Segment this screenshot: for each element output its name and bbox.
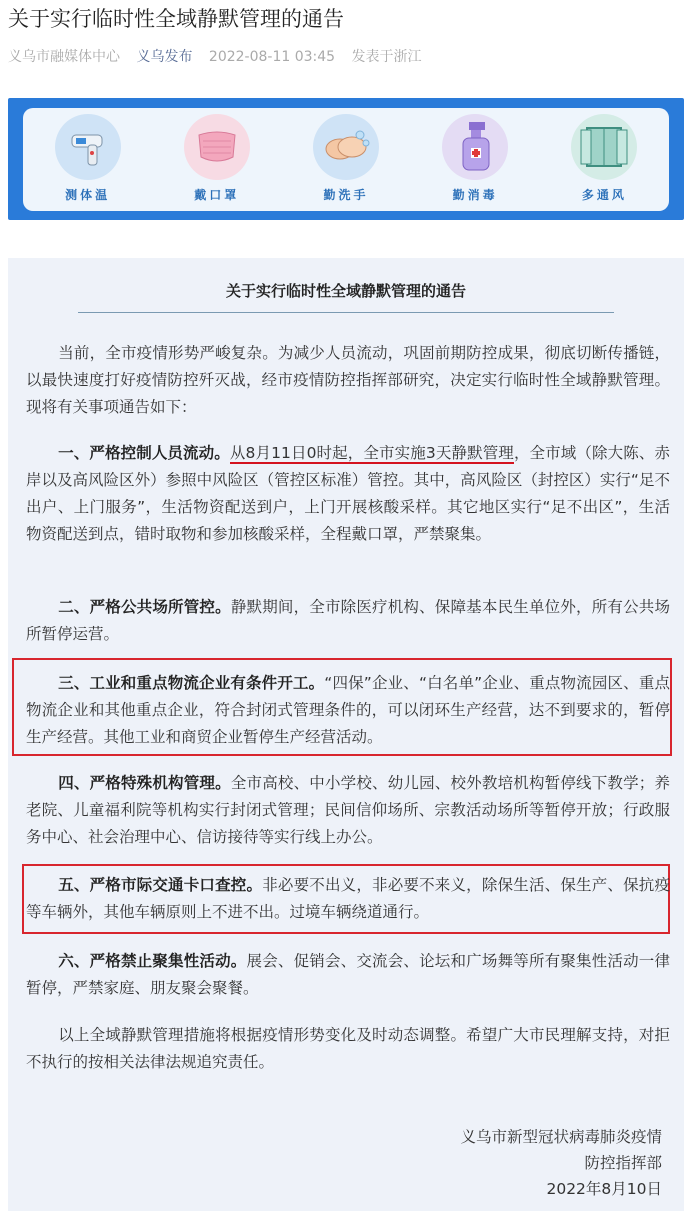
article-meta <box>8 46 434 66</box>
item-heading: 一、严格控制人员流动。 <box>58 444 230 462</box>
notice-panel <box>8 258 684 1211</box>
item-body: “四保”企业、“白名单”企业、重点物流园区、重点物流企业和其他重点企业，符合封闭式管理条件的，可以闭环生产经营，达不到要求的，暂停生产经营。其他工业和商贸企业暂停生产经营活动。 <box>26 674 670 746</box>
notice-item-1 <box>26 440 670 548</box>
publish-location: 发表于浙江 <box>351 49 422 65</box>
item-body: ，全市域（除大陈、赤岸以及高风险区外）参照中风险区（管控区标准）管控。其中，高风险区（封控区）实行“足不出户、上门服务”，生活物资配送到户，上门开展核酸采样。其它地区实行“足不出区”，生活物资配送到点，错时取物和参加核酸采样，全程戴口罩，严禁聚集。 <box>26 444 670 543</box>
notice-item-6 <box>26 948 670 1002</box>
account-link[interactable]: 义乌发布 <box>136 49 193 65</box>
thermometer-icon <box>55 114 121 180</box>
notice-item-2 <box>26 594 670 648</box>
title-divider <box>78 312 614 313</box>
banner-item-label: 多通风 <box>581 188 627 202</box>
article-title: 关于实行临时性全域静默管理的通告 <box>8 7 344 31</box>
item-body: 非必要不出义，非必要不来义，除保生活、保生产、保抗疫等车辆外，其他车辆原则上不进不出。过境车辆绕道通行。 <box>26 876 670 921</box>
banner-item-mask <box>162 114 272 203</box>
notice-item-4 <box>26 770 670 851</box>
banner-item-label: 测体温 <box>65 188 111 202</box>
notice-item-5 <box>26 872 670 926</box>
banner-item-label: 勤消毒 <box>452 188 498 202</box>
banner-panel <box>23 108 669 211</box>
notice-closing <box>26 1022 670 1076</box>
publish-datetime: 2022-08-11 03:45 <box>208 49 336 65</box>
banner-item-label: 勤洗手 <box>323 188 369 202</box>
closing-text: 以上全域静默管理措施将根据疫情形势变化及时动态调整。希望广大市民理解支持，对拒不执行的按相关法律法规追究责任。 <box>26 1026 670 1071</box>
intro-text: 当前，全市疫情形势严峻复杂。为减少人员流动，巩固前期防控成果，彻底切断传播链，以最快速度打好疫情防控歼灭战，经市疫情防控指挥部研究，决定实行临时性全域静默管理。现将有关事项通告如下： <box>26 344 670 416</box>
mask-icon <box>184 114 250 180</box>
notice-intro <box>26 340 670 421</box>
banner-item-disinfect <box>420 114 530 203</box>
item-heading: 六、严格禁止聚集性活动。 <box>58 952 247 970</box>
signature-dept: 防控指挥部 <box>584 1154 662 1172</box>
banner-item-handwash <box>291 114 401 203</box>
banner-item-label: 戴口罩 <box>194 188 240 202</box>
item-body: 全市高校、中小学校、幼儿园、校外教培机构暂停线下教学；养老院、儿童福利院等机构实行封闭式管理；民间信仰场所、宗教活动场所等暂停开放；行政服务中心、社会治理中心、信访接待等实行线上办公。 <box>26 774 670 846</box>
window-icon <box>571 114 637 180</box>
prevention-banner <box>8 98 684 220</box>
item-heading: 四、严格特殊机构管理。 <box>58 774 231 792</box>
highlighted-text: 从8月11日0时起，全市实施3天静默管理 <box>229 444 514 462</box>
banner-item-temperature <box>33 114 143 203</box>
item-body: 静默期间，全市除医疗机构、保障基本民生单位外，所有公共场所暂停运营。 <box>26 598 670 643</box>
item-body: 展会、促销会、交流会、论坛和广场舞等所有聚集性活动一律暂停，严禁家庭、朋友聚会聚餐。 <box>26 952 670 997</box>
item-heading: 三、工业和重点物流企业有条件开工。 <box>58 674 325 692</box>
article-source: 义乌市融媒体中心 <box>8 49 120 65</box>
disinfect-spray-icon <box>442 114 508 180</box>
item-heading: 五、严格市际交通卡口查控。 <box>58 876 263 894</box>
signature-org: 义乌市新型冠状病毒肺炎疫情 <box>460 1128 662 1146</box>
item-heading: 二、严格公共场所管控。 <box>58 598 231 616</box>
hand-wash-icon <box>313 114 379 180</box>
signature-date: 2022年8月10日 <box>546 1180 662 1198</box>
banner-item-ventilate <box>549 114 659 203</box>
notice-item-3 <box>26 670 670 751</box>
notice-title: 关于实行临时性全域静默管理的通告 <box>225 282 466 300</box>
